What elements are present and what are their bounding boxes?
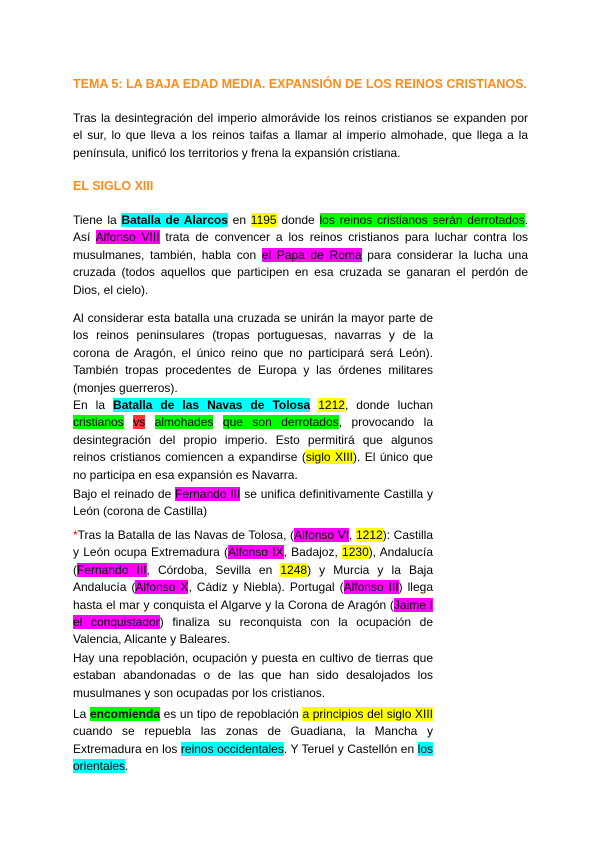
text bbox=[124, 415, 134, 429]
text bbox=[213, 415, 223, 429]
highlight-person: Alfonso VI bbox=[294, 528, 350, 542]
text: , Cádiz y Niebla). Portugal ( bbox=[188, 580, 344, 595]
text: se unifica definitivamente Castilla y León (corona de Castilla) bbox=[73, 487, 433, 519]
highlight-cristianos: cristianos bbox=[73, 415, 124, 430]
text: . Así bbox=[73, 213, 528, 245]
text: es un tipo de repoblación bbox=[160, 707, 303, 721]
paragraph-alarcos bbox=[73, 212, 528, 299]
text: . Y Teruel y Castellón en bbox=[283, 741, 418, 756]
highlight-orientales: los orientales bbox=[73, 741, 433, 774]
text bbox=[145, 415, 155, 429]
highlight-year: 1248 bbox=[280, 562, 308, 577]
highlight-person: Jaime I el conquistador bbox=[73, 597, 433, 630]
text: trata de convencer a los reinos cristianos para luchar contra los musulmanes, también, habla con bbox=[73, 230, 528, 262]
text: para considerar la lucha una cruzada (todos aquellos que participen en esa cruzada se ganaran el perdón de Dios, el cielo). bbox=[73, 247, 529, 297]
text: Bajo el reinado de bbox=[73, 487, 176, 501]
highlight-person: Alfonso IX bbox=[227, 545, 284, 560]
highlight-person: Alfonso III bbox=[343, 580, 399, 595]
text: , Córdoba, Sevilla en bbox=[146, 562, 281, 577]
paragraph-repoblacion: Hay una repoblación, ocupación y puesta en cultivo de tierras que estaban abandonadas o de las que han sido desalojados los musulmanes y son ocupadas por los cristianos. bbox=[73, 651, 433, 700]
text: . bbox=[125, 759, 129, 774]
text: ) y Murcia y la Baja Andalucía ( bbox=[73, 562, 433, 595]
highlight-encomienda: encomienda bbox=[89, 707, 160, 721]
highlight-person: Fernando III bbox=[175, 487, 241, 501]
highlight-derrotados: los reinos cristianos serán derrotados bbox=[319, 213, 525, 227]
highlight-siglo: siglo XIII bbox=[305, 450, 353, 465]
text: , Badajoz, bbox=[283, 545, 343, 560]
section-heading: EL SIGLO XIII bbox=[73, 179, 154, 193]
highlight-person: Alfonso VIII bbox=[95, 230, 160, 245]
intro-paragraph: Tras la desintegración del imperio almorávide los reinos cristianos se expanden por el sur, lo que lleva a los reinos taifas a llamar al imperio almohade, que llega a la península, unificó los territorios y frena la expansión cristiana. bbox=[73, 111, 528, 160]
text: ) llega hasta el mar y conquista el Algarve y la Corona de Aragón ( bbox=[73, 580, 433, 612]
highlight-batalla-alarcos: Batalla de Alarcos bbox=[121, 213, 228, 227]
text: ), Andalucía ( bbox=[73, 545, 434, 577]
highlight-occidentales: reinos occidentales bbox=[180, 741, 284, 756]
text: Tiene la bbox=[73, 213, 122, 227]
text: ): Castilla y León ocupa Extremadura ( bbox=[73, 528, 433, 560]
page-title: TEMA 5: LA BAJA EDAD MEDIA. EXPANSIÓN DE LOS REINOS CRISTIANOS. bbox=[73, 77, 527, 91]
paragraph-fernando bbox=[73, 486, 433, 521]
highlight-derrotados: que son derrotados bbox=[222, 415, 339, 430]
highlight-vs: vs bbox=[133, 415, 146, 430]
text: , donde luchan bbox=[344, 398, 434, 412]
highlight-papa: el Papa de Roma bbox=[261, 247, 362, 262]
highlight-person: Alfonso X bbox=[135, 580, 189, 595]
paragraph-cruzada: Al considerar esta batalla una cruzada se unirán la mayor parte de los reinos peninsulares (tropas portuguesas, navarras y de la corona de Aragón, el único reino que no participará será León). También tropas procedentes de Europa y las órdenes militares (monjes guerreros). bbox=[73, 311, 433, 395]
text: ). El único que no participa en esa expansión es Navarra. bbox=[73, 450, 433, 482]
highlight-batalla-navas: Batalla de las Navas de Tolosa bbox=[113, 398, 311, 412]
highlight-year: 1195 bbox=[250, 213, 277, 227]
text: cuando se repuebla las zonas de Guadiana, la Mancha y Extremadura en los bbox=[73, 724, 433, 756]
text: Tras la Batalla de las Navas de Tolosa, ( bbox=[77, 528, 295, 542]
text: en bbox=[227, 213, 251, 227]
text: , bbox=[349, 528, 356, 542]
text: donde bbox=[276, 213, 320, 227]
highlight-person: Fernando III bbox=[77, 562, 147, 577]
paragraph-navas bbox=[73, 397, 433, 484]
highlight-year: 1212 bbox=[318, 398, 345, 412]
highlight-year: 1230 bbox=[342, 545, 369, 560]
text: ) finaliza su reconquista con la ocupación de Valencia, Alicante y Baleares. bbox=[73, 615, 433, 647]
text: La bbox=[73, 707, 90, 721]
paragraph-encomienda bbox=[73, 706, 433, 776]
asterisk: * bbox=[73, 528, 78, 542]
text: En la bbox=[73, 398, 114, 412]
text: , provocando la desintegración del propio imperio. Esto permitirá que algunos reinos cristianos comiencen a expandirse ( bbox=[73, 415, 433, 465]
paragraph-conquistas bbox=[73, 527, 433, 649]
highlight-almohades: almohades bbox=[154, 415, 214, 430]
highlight-year: 1212 bbox=[356, 528, 383, 542]
highlight-siglo: a principios del siglo XIII bbox=[302, 707, 433, 721]
